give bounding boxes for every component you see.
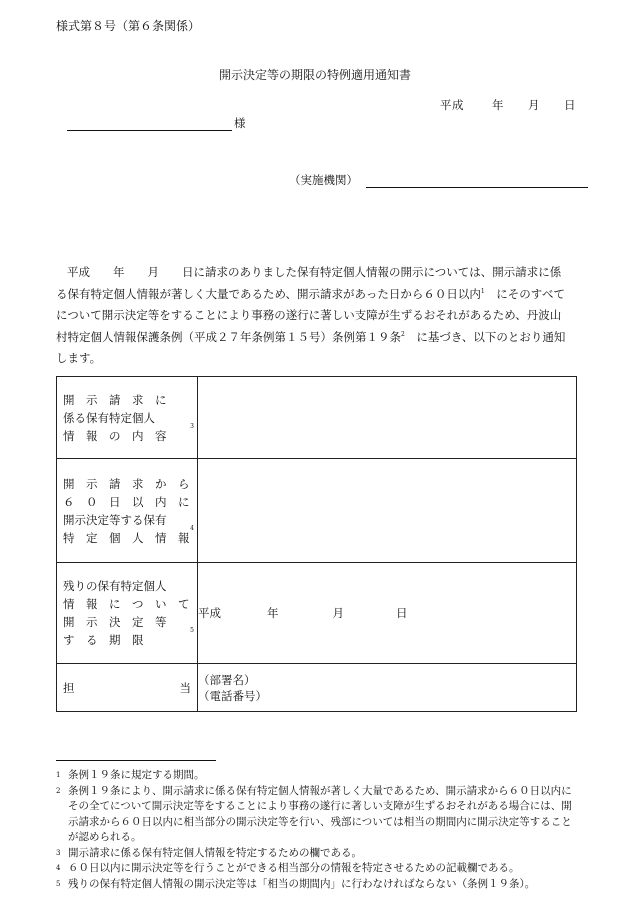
date-month: 月 [528,98,540,112]
table-row [57,563,577,664]
notice-body [56,262,578,370]
contact-field[interactable] [198,664,577,712]
body-line: る保有特定個人情報が著しく大量であるため、開示請求があった日から６０日以内$^1$ にそのすべて [56,286,566,301]
footnote: 3 開示請求に係る保有特定個人情報を特定するための欄である。 [56,846,362,859]
footnote-divider [56,760,216,761]
date-year: 年 [492,98,504,112]
notice-table [56,376,577,712]
row-label-within-60-days: 開 示 請 求 か ら ６ ０ 日 以 内 に 開示決定等する保有 特 定 個 人 情 報 4 [57,459,198,563]
within-60-days-field[interactable] [198,459,577,563]
department-label: （部署名） [198,672,256,687]
footnote-ref-1: 1 [480,287,485,295]
document-title: 開示決定等の期限の特例適用通知書 [218,68,411,82]
phone-label: （電話番号） [198,688,267,703]
footnote: 1 条例１９条に規定する期間。 [56,769,205,781]
row-label-deadline: 残りの保有特定個人 情 報 に つ い て 開 示 決 定 等 す る 期 限 5 [57,563,198,664]
agency-name-line [366,175,588,188]
body-line: します。 [56,351,102,365]
addressee [67,115,246,131]
row-label-requested-info: 開 示 請 求 に 係る保有特定個人 情 報 の 内 容 3 [57,377,198,459]
addressee-suffix: 様 [234,116,246,130]
addressee-name-line [67,118,232,131]
deadline-day: 日 [396,606,408,620]
body-line: 平成 年 月 日に請求のありました保有特定個人情報の開示については、開示請求に係 [67,265,562,279]
footnote: 4 ６０日以内に開示決定等を行うことができる相当部分の情報を特定させるための記載欄である。 [56,862,520,874]
issue-date [440,97,576,113]
deadline-field[interactable] [198,563,577,664]
agency [289,172,588,188]
table-row [57,664,577,712]
date-day: 日 [564,98,576,112]
footnote: 2 条例１９条により、開示請求に係る保有特定個人情報が著しく大量であるため、開示請求から６０日以内にその全てについて開示決定等をすることにより事務の遂行に著しい支障が生ずるおそれがある場合には、開示請求から６０日以内に相当部分の開示決定等を行い、残部については相当の期間内に開示決定等することが認められる。 [56,784,572,843]
agency-label: （実施機関） [289,173,358,187]
deadline-year: 年 [267,606,279,620]
body-line: 村特定個人情報保護条例（平成２７年条例第１５号）条例第１９条$^2$ に基づき、以下のとおり通知 [56,329,566,344]
deadline-month: 月 [332,606,344,620]
table-row [57,459,577,563]
date-era: 平成 [440,98,464,112]
row-label-contact: 担 当 [57,664,198,712]
body-line: について開示決定等をすることにより事務の遂行に著しい支障が生ずるおそれがあるため、丹波山 [56,308,562,322]
footnotes [56,768,581,892]
deadline-era: 平成 [198,606,221,620]
footnote-ref-2: 2 [401,330,405,338]
requested-info-field[interactable] [198,377,577,459]
table-row [57,377,577,459]
form-number: 様式第８号（第６条関係） [56,19,201,33]
footnote: 5 残りの保有特定個人情報の開示決定等は「相当の期間内」に行わなければならない（条例１９条）。 [56,877,536,890]
